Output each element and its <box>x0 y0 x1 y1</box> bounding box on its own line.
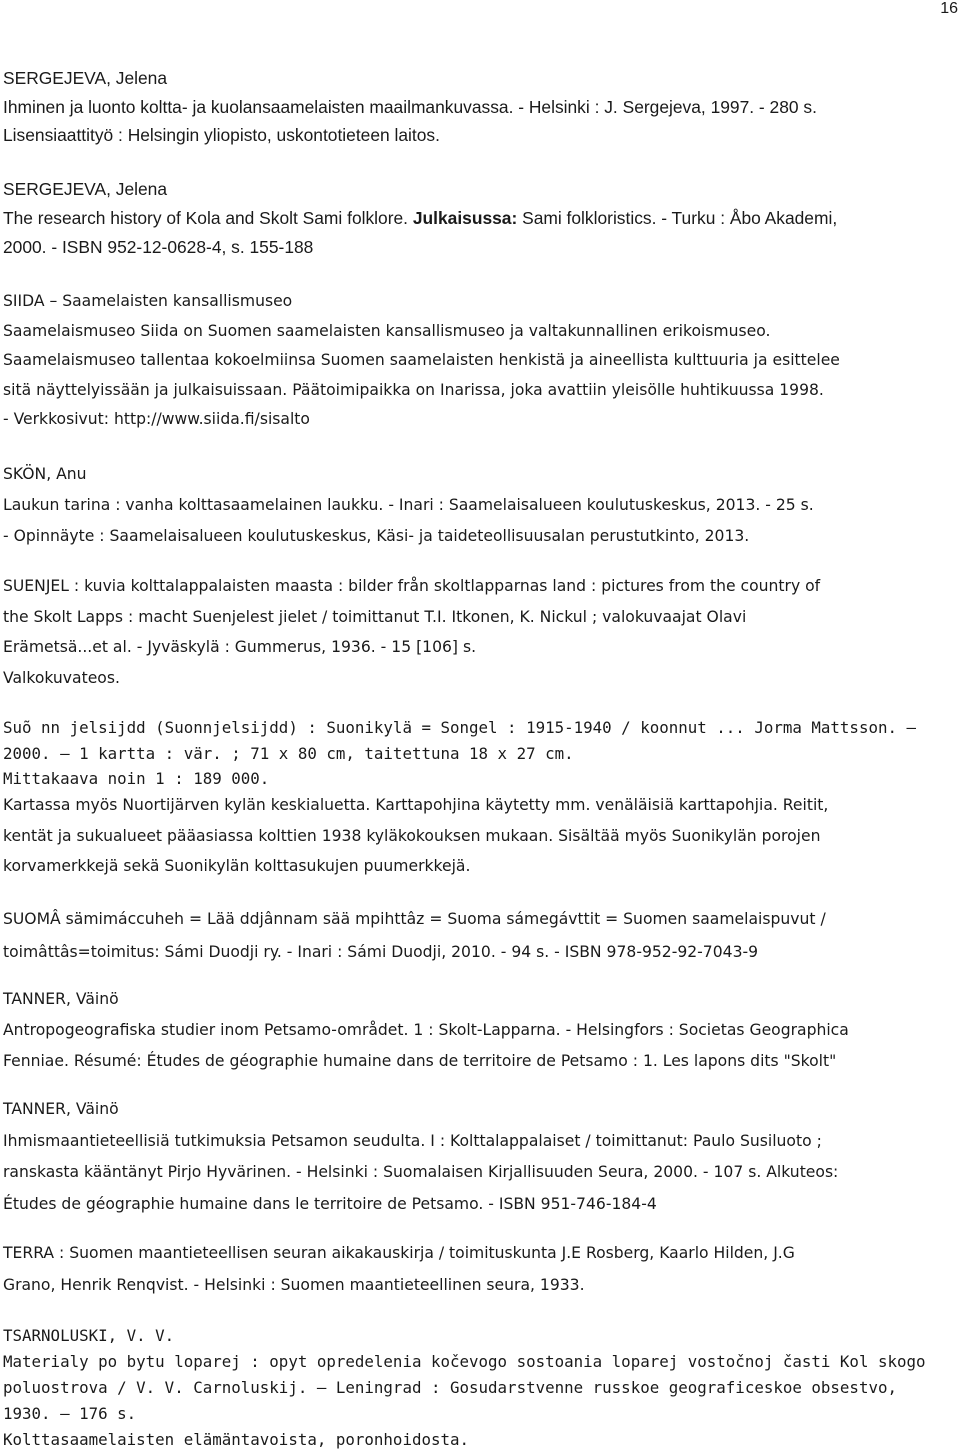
entry-note <box>3 790 958 882</box>
entry-text-line: Mittakaava noin 1 : 189 000. <box>3 769 270 788</box>
entry-text-line: Fenniae. Résumé: Études de géographie humaine dans de territoire de Petsamo : 1. Les lapons dits "Skolt" <box>3 1052 837 1070</box>
entry-title: The research history of Kola and Skolt Sami folklore. <box>3 208 409 228</box>
entry-text-line: Laukun tarina : vanha kolttasaamelainen laukku. - Inari : Saamelaisalueen koulutuskeskus, 2013. - 25 s. <box>3 496 814 514</box>
entry-text-line: 2000. – 1 kartta : vär. ; 71 x 80 cm, taitettuna 18 x 27 cm. <box>3 743 574 763</box>
entry-author: TANNER, Väinö <box>3 1100 119 1118</box>
entry-text-line: Kartassa myös Nuortijärven kylän keskialuetta. Karttapohjina käytetty mm. venäläisiä karttapohjia. Reitit, <box>3 796 829 814</box>
entry-text-line: TERRA : Suomen maantieteellisen seuran aikakauskirja / toimituskunta J.E Rosberg, Kaarlo Hilden, J.G <box>3 1244 795 1262</box>
entry-text-line: Saamelaismuseo Siida on Suomen saamelaisten kansallismuseo ja valtakunnallinen erikoismuseo. <box>3 321 771 340</box>
entry-text-line: toimâttâs=toimitus: Sámi Duodji ry. - Inari : Sámi Duodji, 2010. - 94 s. - ISBN 978-952-92-7043-9 <box>3 943 759 961</box>
entry-text-line: 1930. – 176 s. <box>3 1404 137 1423</box>
entry-text-line: SUOMÂ sämimáccuheh = Lää ddjânnam sää mpihttâz = Suoma sámegávttit = Suomen saamelaispuvut / <box>3 910 826 928</box>
entry-text-line: Ihminen ja luonto koltta- ja kuolansaamelaisten maailmankuvassa. - Helsinki : J. Sergejeva, 1997. - 280 s. <box>3 96 817 117</box>
bibliography-entry <box>3 1323 958 1453</box>
entry-text-line: - Opinnäyte : Saamelaisalueen koulutuskeskus, Käsi- ja taideteollisuusalan perustutkinto, 2013. <box>3 527 750 545</box>
entry-text-line: Saamelaismuseo tallentaa kokoelmiinsa Suomen saamelaisten henkistä ja aineellista kulttuuria ja esittelee <box>3 351 840 369</box>
entry-text-line: Grano, Henrik Renqvist. - Helsinki : Suomen maantieteellinen seura, 1933. <box>3 1275 585 1294</box>
page-number: 16 <box>940 0 958 17</box>
entry-text-line: Kolttasaamelaisten elämäntavoista, poronhoidosta. <box>3 1430 470 1449</box>
bibliography-entry <box>3 64 958 150</box>
entry-text-line: - Verkkosivut: http://www.siida.fi/sisalto <box>3 410 310 428</box>
published-in-label: Julkaisussa: <box>412 208 518 228</box>
entry-title: Suõ nn jelsijdd (Suonnjelsijdd) : Suonikylä = Songel : 1915-1940 / koonnut ... Jorma Mattsson. – <box>3 718 917 737</box>
entry-text-line: sitä näyttelyissään ja julkaisuissaan. Päätoimipaikka on Inarissa, joka avattiin yleisölle huhtikuussa 1998. <box>3 380 824 399</box>
entry-author: TSARNOLUSKI, V. V. <box>3 1326 175 1345</box>
entry-author: SERGEJEVA, Jelena <box>3 68 167 88</box>
bibliography-entry <box>3 903 958 969</box>
entry-text-line: Materialy po bytu loparej : opyt opredelenia kočevogo sostoania loparej vostočnoj časti Kol skogo <box>3 1352 926 1371</box>
bibliography-entry <box>3 459 958 552</box>
bibliography-entry <box>3 287 958 435</box>
entry-author: SERGEJEVA, Jelena <box>3 179 167 199</box>
bibliography-entry <box>3 1238 958 1301</box>
bibliography-entry <box>3 715 958 792</box>
bibliography-entry <box>3 1094 958 1220</box>
bibliography-entry <box>3 175 958 262</box>
entry-source: Sami folkloristics. - Turku : Åbo Akademi, <box>517 208 838 228</box>
entry-text-line: ranskasta kääntänyt Pirjo Hyvärinen. - Helsinki : Suomalaisen Kirjallisuuden Seura, 2000. - 107 s. Alkuteos: <box>3 1163 839 1181</box>
bibliography-entry <box>3 571 958 693</box>
entry-text-line: Erämetsä...et al. - Jyväskylä : Gummerus, 1936. - 15 [106] s. <box>3 638 477 656</box>
entry-text-line: the Skolt Lapps : macht Suenjelest jielet / toimittanut T.I. Itkonen, K. Nickul ; valokuvaajat Olavi <box>3 607 747 626</box>
entry-text-line: Études de géographie humaine dans le territoire de Petsamo. - ISBN 951-746-184-4 <box>3 1194 657 1213</box>
entry-text-line: 2000. - ISBN 952-12-0628-4, s. 155-188 <box>3 237 314 257</box>
bibliography-entry <box>3 984 958 1077</box>
entry-text-line: Ihmismaantieteellisiä tutkimuksia Petsamon seudulta. I : Kolttalappalaiset / toimittanut: Paulo Susiluoto ; <box>3 1131 822 1150</box>
entry-author: TANNER, Väinö <box>3 990 119 1008</box>
entry-author: SKÖN, Anu <box>3 465 87 483</box>
entry-text-line: poluostrova / V. V. Carnoluskij. – Leningrad : Gosudarstvenne russkoe geograficeskoe obsestvo, <box>3 1378 897 1397</box>
entry-text-line: Lisensiaattityö : Helsingin yliopisto, uskontotieteen laitos. <box>3 125 440 145</box>
entry-text-line: SUENJEL : kuvia kolttalappalaisten maasta : bilder från skoltlapparnas land : pictures from the country of <box>3 577 821 595</box>
entry-text-line: Valkokuvateos. <box>3 668 120 687</box>
entry-author: SIIDA – Saamelaisten kansallismuseo <box>3 292 293 310</box>
entry-text-line: korvamerkkejä sekä Suonikylän kolttasukujen puumerkkejä. <box>3 857 471 875</box>
entry-text-line <box>3 204 958 233</box>
entry-text-line: kentät ja sukualueet pääasiassa kolttien 1938 kyläkokouksen mukaan. Sisältää myös Suonikylän porojen <box>3 826 821 845</box>
entry-text-line: Antropogeografiska studier inom Petsamo-området. 1 : Skolt-Lapparna. - Helsingfors : Societas Geographica <box>3 1021 849 1039</box>
